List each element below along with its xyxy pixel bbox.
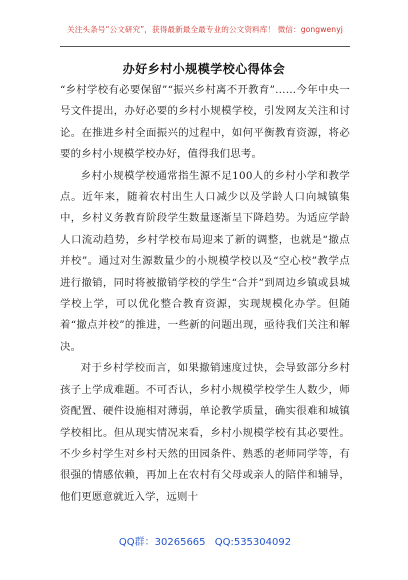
paragraph-2: 乡村小规模学校通常指生源不足100人的乡村小学和教学点。近年来，随着农村出生人口减少以及学龄人口向城镇集中，乡村义务教育阶段学生数量逐渐呈下降趋势。为适应学龄人口流动趋势，乡村学校布局迎来了新的调整，也就是“撤点并校”。通过对生源数量少的小规模学校以及“空心校”教学点进行撤销，同时将被撤销学校的学生“合并”到周边乡镇或县城学校上学，可以优化整合教育资源，实现规模化办学。但随着“撤点并校”的推进，一些新的问题出现，亟待我们关注和解决。 [60,169,350,353]
footer-contact [60,533,350,548]
document-title: 办好乡村小规模学校心得体会 [122,62,286,76]
footer-qq: QQ:535304092 [214,537,292,548]
paragraph-1: “乡村学校有必要保留”“振兴乡村离不开教育”……今年中央一号文件提出，办好必要的乡村小规模学校，引发网友关注和讨论。在推进乡村全面振兴的过程中，如何平衡教育资源，将必要的乡村小规模学校办好，值得我们思考。 [60,84,350,161]
header-divider [60,46,350,47]
paragraph-3: 对于乡村学校而言，如果撤销速度过快，会导致部分乡村孩子上学成难题。不可否认，乡村小规模学校学生人数少，师资配置、硬件设施相对薄弱，单论教学质量，确实很难和城镇学校相比。但从现实情况来看，乡村小规模学校有其必要性。不少乡村学生对乡村天然的田园条件、熟悉的老师同学等，有很强的情感依赖，再加上在农村有父母或亲人的陪伴和辅导，他们更愿意就近入学，远则十 [60,362,350,503]
header-banner: 关注头条号“公文研究”，获得最新最全最专业的公文资料库！ 微信：gongwenyj [67,25,343,34]
footer-qq-group: QQ群：30265665 [118,537,206,548]
document-body [60,80,350,508]
